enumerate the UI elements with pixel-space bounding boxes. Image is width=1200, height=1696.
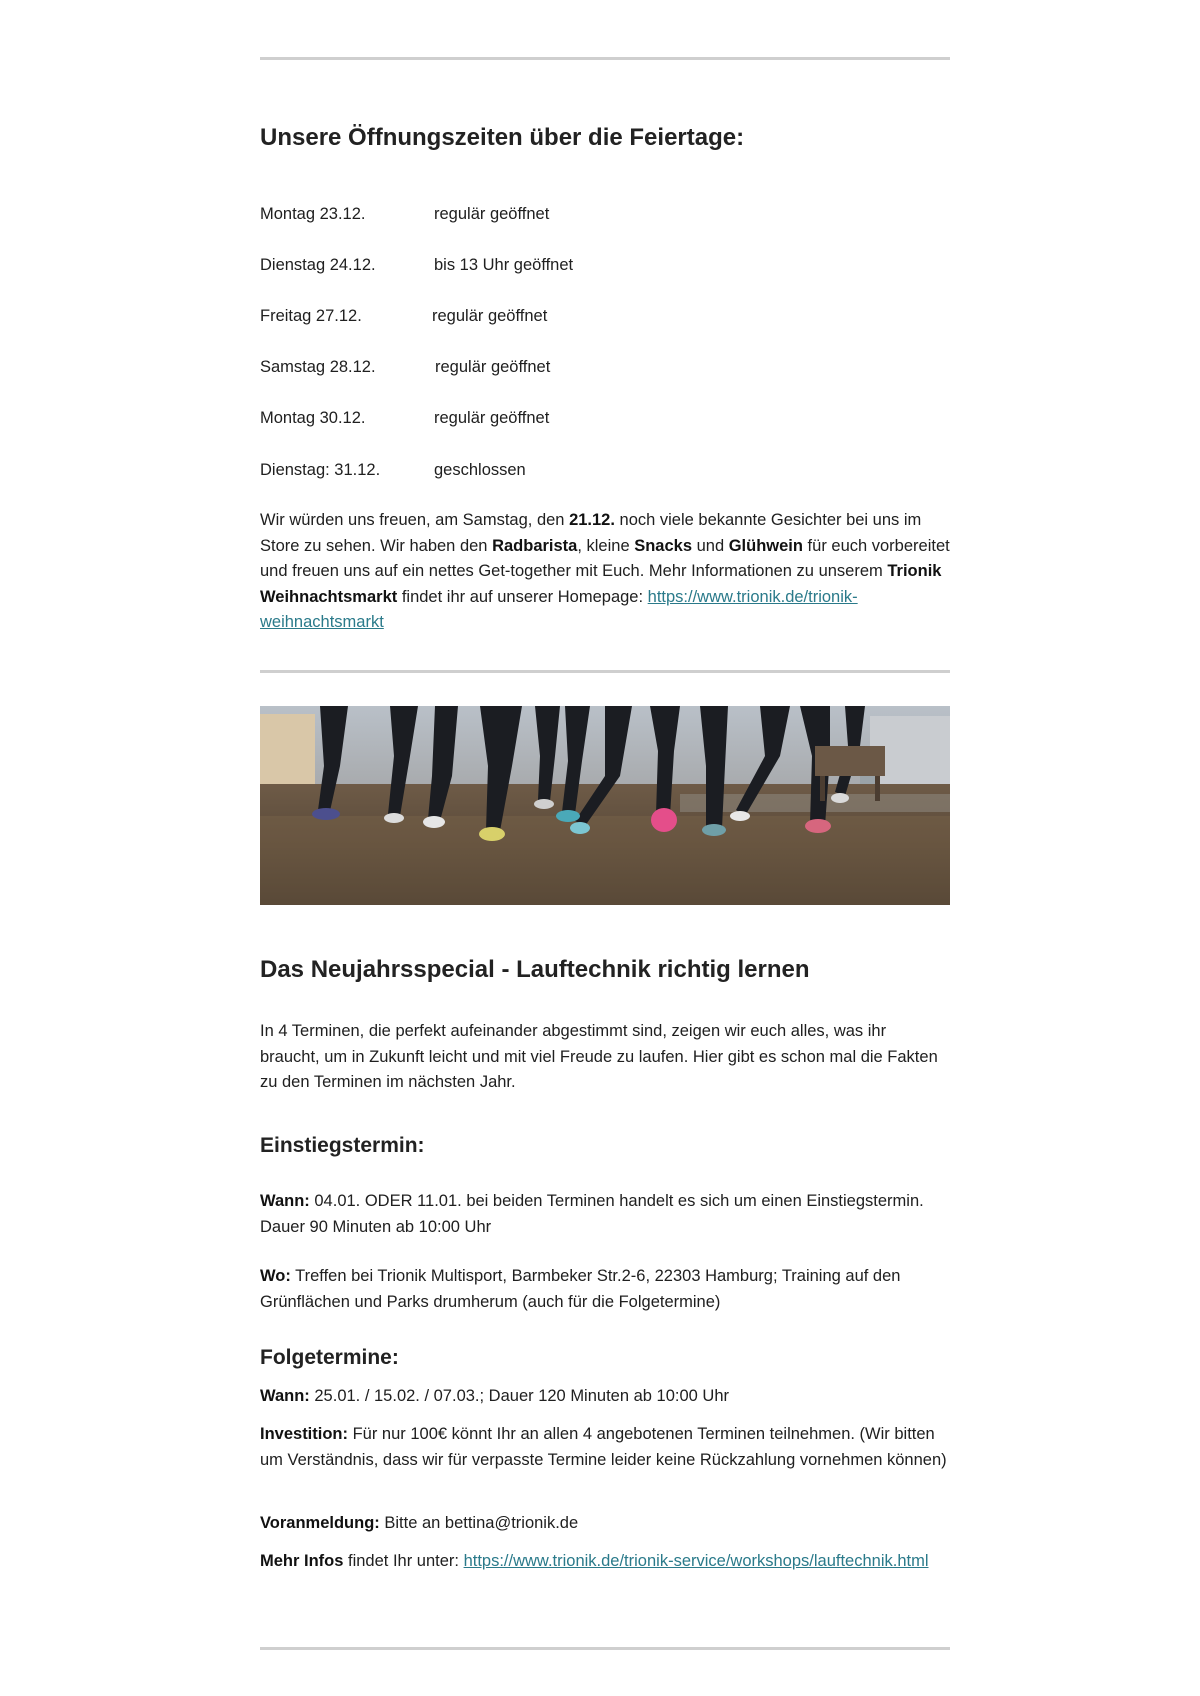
when-text: 25.01. / 15.02. / 07.03.; Dauer 120 Minuten ab 10:00 Uhr — [309, 1387, 729, 1405]
text: , kleine — [577, 536, 635, 555]
when-label: Wann: — [260, 1387, 310, 1405]
when-text: 04.01. ODER 11.01. bei beiden Terminen handelt es sich um einen Einstiegstermin. Dauer 90 Minuten ab 10:00 Uhr — [260, 1192, 924, 1236]
market-name: Trionik Weihnachtsmarkt — [260, 562, 942, 606]
investment-label: Investition: — [260, 1425, 349, 1443]
text: findet ihr auf unserer Homepage: — [397, 587, 648, 606]
divider-top — [260, 57, 950, 60]
entry-date-title: Einstiegstermin: — [260, 1134, 425, 1157]
hours-day: Dienstag: 31.12. — [260, 461, 381, 479]
snacks-label: Snacks — [634, 536, 693, 555]
hours-day: Montag 30.12. — [260, 409, 366, 427]
hours-status: geschlossen — [434, 461, 526, 479]
text: und — [692, 536, 729, 555]
christmas-market-link[interactable]: https://www.trionik.de/trionik-weihnachtsmarkt — [260, 587, 858, 631]
more-info — [260, 1549, 950, 1575]
runners-banner-image — [260, 706, 950, 905]
hours-status: bis 13 Uhr geöffnet — [434, 256, 574, 274]
registration-text: Bitte an bettina@trionik.de — [379, 1514, 579, 1532]
lauftechnik-link[interactable]: https://www.trionik.de/trionik-service/workshops/lauftechnik.html — [463, 1552, 929, 1570]
special-intro: In 4 Terminen, die perfekt aufeinander abgestimmt sind, zeigen wir euch alles, was ihr braucht, um in Zukunft leicht und mit viel Freude zu laufen. Hier gibt es schon mal die Fakten zu den Terminen im nächsten Jahr. — [260, 1022, 938, 1091]
registration-label: Voranmeldung: — [260, 1514, 380, 1532]
text: für euch vorbereitet und freuen uns auf ein nettes Get-together mit Euch. Mehr Informationen zu unserem — [260, 536, 950, 580]
christmas-market-paragraph — [260, 508, 950, 636]
hours-day: Freitag 27.12. — [260, 307, 362, 325]
new-year-special-title: Das Neujahrsspecial - Lauftechnik richtig lernen — [260, 956, 810, 983]
investment — [260, 1422, 950, 1473]
hours-status: regulär geöffnet — [434, 409, 550, 427]
divider-middle — [260, 670, 950, 673]
text: Wir würden uns freuen, am Samstag, den — [260, 511, 570, 529]
divider-bottom — [260, 1647, 950, 1650]
more-info-label: Mehr Infos — [260, 1552, 344, 1570]
entry-when — [260, 1189, 950, 1240]
gluehwein-label: Glühwein — [728, 536, 803, 555]
market-date: 21.12. — [569, 511, 615, 529]
where-label: Wo: — [260, 1267, 291, 1285]
more-info-text: findet Ihr unter: — [343, 1552, 464, 1570]
hours-day: Montag 23.12. — [260, 205, 366, 223]
follow-when — [260, 1384, 950, 1410]
hours-status: regulär geöffnet — [432, 307, 548, 325]
hours-status: regulär geöffnet — [435, 358, 551, 376]
entry-where — [260, 1264, 950, 1315]
investment-text: Für nur 100€ könnt Ihr an allen 4 angebotenen Terminen teilnehmen. (Wir bitten um Verständnis, dass wir für verpasste Termine leider keine Rückzahlung vornehmen können) — [260, 1425, 947, 1469]
radbarista-label: Radbarista — [492, 536, 578, 555]
where-text: Treffen bei Trionik Multisport, Barmbeker Str.2-6, 22303 Hamburg; Training auf den Grünflächen und Parks drumherum (auch für die Folgetermine) — [260, 1267, 901, 1311]
hours-status: regulär geöffnet — [434, 205, 550, 223]
registration — [260, 1511, 950, 1537]
holiday-hours-title: Unsere Öffnungszeiten über die Feiertage: — [260, 124, 745, 151]
hours-day: Dienstag 24.12. — [260, 256, 376, 274]
hours-day: Samstag 28.12. — [260, 358, 376, 376]
when-label: Wann: — [260, 1192, 310, 1210]
follow-up-title: Folgetermine: — [260, 1346, 399, 1369]
text: noch viele bekannte Gesichter bei uns im Store zu sehen. Wir haben den — [260, 511, 922, 555]
